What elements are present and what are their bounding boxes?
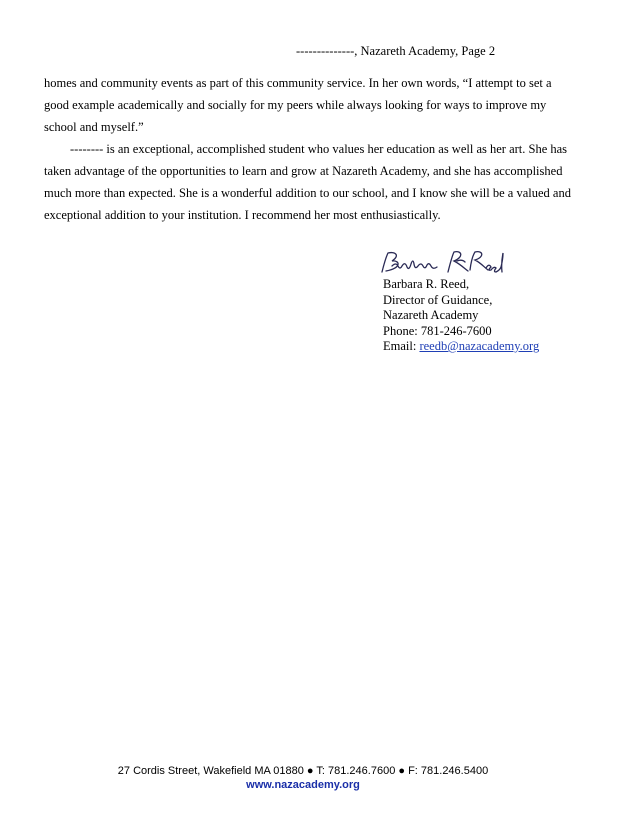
letter-body bbox=[44, 72, 572, 226]
page-header: --------------, Nazareth Academy, Page 2 bbox=[296, 44, 496, 58]
email-link[interactable]: reedb@nazacademy.org bbox=[419, 339, 540, 353]
signer-phone: Phone: 781-246-7600 bbox=[383, 323, 492, 338]
footer bbox=[0, 764, 606, 792]
signer-name: Barbara R. Reed, bbox=[383, 277, 470, 291]
signature-block bbox=[383, 277, 539, 355]
footer-address: 27 Cordis Street, Wakefield MA 01880 ● T: 781.246.7600 ● F: 781.246.5400 bbox=[117, 765, 489, 777]
footer-website-link[interactable]: www.nazacademy.org bbox=[246, 779, 360, 791]
signer-email-line bbox=[383, 339, 539, 355]
email-label: Email: bbox=[383, 339, 420, 353]
paragraph-2: -------- is an exceptional, accomplished student who values her education as well as her art. She has taken advantage of the opportunities to learn and grow at Nazareth Academy, and she has accomplished much more than expected. She is a wonderful addition to our school, and I know she will be a valued and exceptional addition to your institution. I recommend her most enthusiastically. bbox=[44, 142, 571, 222]
handwritten-signature bbox=[378, 248, 508, 278]
signer-organization: Nazareth Academy bbox=[383, 308, 479, 322]
signer-title: Director of Guidance, bbox=[383, 292, 493, 307]
paragraph-1: homes and community events as part of this community service. In her own words, “I attempt to set a good example academically and socially for my peers while always looking for ways to improve my school and myself.” bbox=[44, 76, 552, 134]
